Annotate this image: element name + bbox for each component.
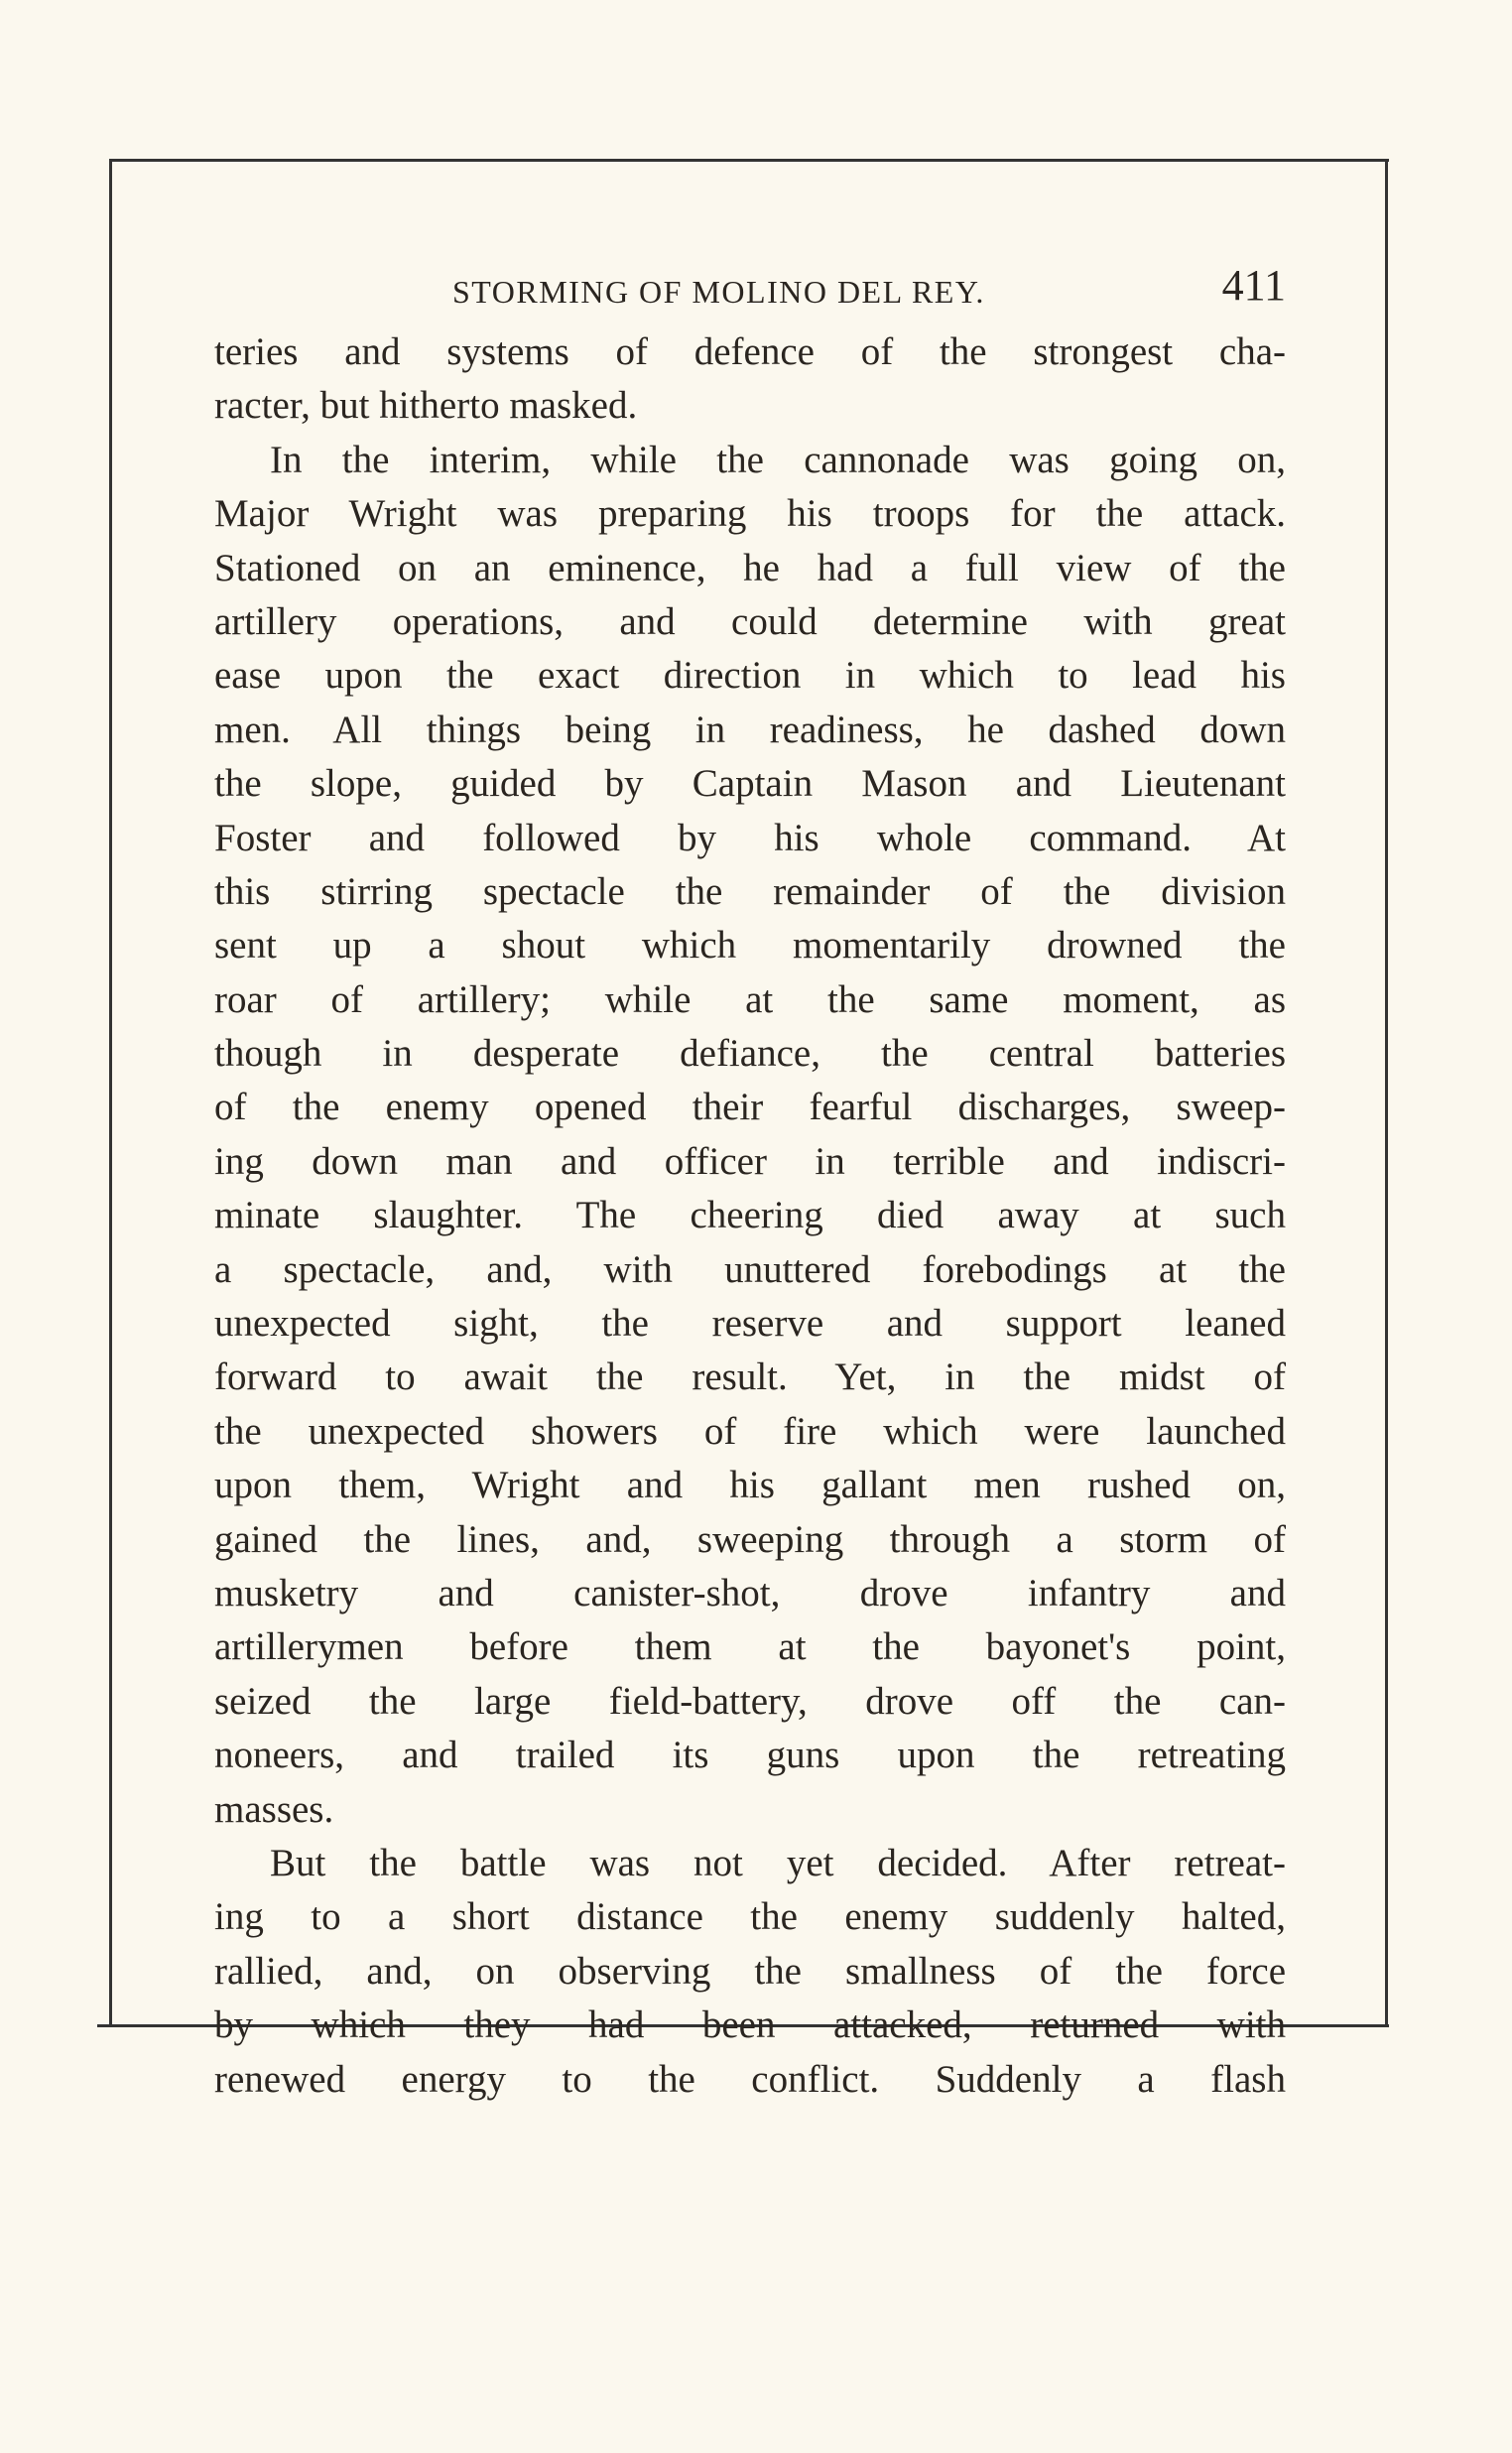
text-line: racter, but hitherto masked. (214, 384, 638, 428)
frame-left-rule (109, 159, 112, 2024)
text-line: musketry and canister-shot, drove infantry and (214, 1571, 1286, 1614)
running-title: STORMING OF MOLINO DEL REY. (452, 274, 985, 310)
text-line: ease upon the exact direction in which to lead his (214, 654, 1286, 698)
text-line: minate slaughter. The cheering died away at such (214, 1194, 1286, 1237)
text-line: upon them, Wright and his gallant men rushed on, (214, 1464, 1286, 1507)
page-number: 411 (1221, 261, 1286, 310)
text-line: the unexpected showers of fire which were launched (214, 1409, 1286, 1453)
frame-right-rule (1385, 159, 1388, 2024)
text-line: artillerymen before them at the bayonet's point, (214, 1625, 1286, 1669)
text-line: seized the large field-battery, drove off the can- (214, 1679, 1286, 1723)
text-line: though in desperate defiance, the central batteries (214, 1032, 1286, 1076)
body-text (214, 325, 1286, 2107)
running-head (214, 254, 1286, 323)
text-line: ing to a short distance the enemy suddenly halted, (214, 1895, 1286, 1939)
text-line: Major Wright was preparing his troops for the attack. (214, 492, 1286, 536)
text-line: the slope, guided by Captain Mason and Lieutenant (214, 762, 1286, 806)
text-line: forward to await the result. Yet, in the midst of (214, 1356, 1286, 1399)
text-line: this stirring spectacle the remainder of the division (214, 869, 1286, 913)
text-line: Foster and followed by his whole command. At (214, 816, 1286, 859)
text-line: ing down man and officer in terrible and indiscri- (214, 1139, 1286, 1183)
text-line: artillery operations, and could determine with great (214, 599, 1286, 643)
text-line: renewed energy to the conflict. Suddenly a flash (214, 2057, 1286, 2101)
text-line: roar of artillery; while at the same moment, as (214, 977, 1286, 1021)
text-line: sent up a shout which momentarily drowned the (214, 924, 1286, 968)
text-line: of the enemy opened their fearful discharges, sweep- (214, 1086, 1286, 1129)
text-line: rallied, and, on observing the smallness of the force (214, 1949, 1286, 1993)
text-line: masses. (214, 1787, 334, 1831)
text-line: In the interim, while the cannonade was going on, (270, 438, 1286, 481)
text-line: a spectacle, and, with unuttered forebodings at the (214, 1247, 1286, 1291)
frame-top-rule (109, 159, 1389, 162)
book-page (214, 254, 1286, 2107)
text-line: by which they had been attacked, returned with (214, 2003, 1286, 2047)
text-line: Stationed on an eminence, he had a full view of the (214, 546, 1286, 589)
text-line: unexpected sight, the reserve and support leaned (214, 1302, 1286, 1346)
text-line: gained the lines, and, sweeping through a storm of (214, 1517, 1286, 1561)
text-line: noneers, and trailed its guns upon the retreating (214, 1734, 1286, 1777)
text-line: men. All things being in readiness, he dashed down (214, 708, 1286, 751)
text-line: But the battle was not yet decided. After retreat- (270, 1841, 1286, 1884)
text-line: teries and systems of defence of the strongest cha- (214, 330, 1286, 373)
